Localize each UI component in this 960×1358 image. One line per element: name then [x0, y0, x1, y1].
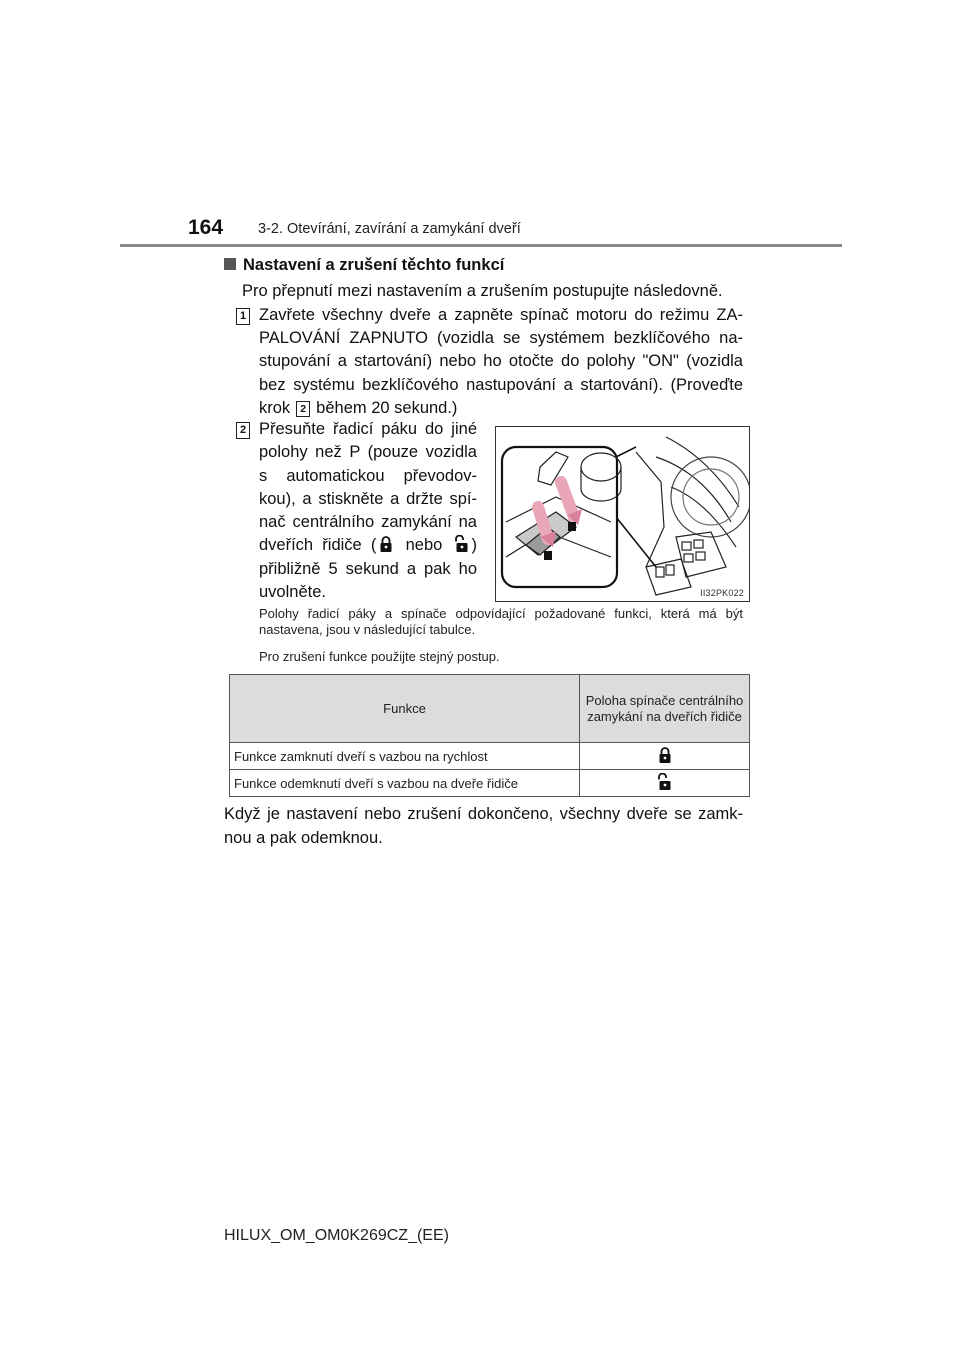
page-number: 164 — [188, 216, 224, 239]
table-cell-icon — [580, 770, 750, 797]
note-1: Polohy řadicí páky a spínače odpovídající požadované funkci, která má být nastavena, jsou v následující tabulce. — [259, 606, 743, 637]
table-row — [230, 743, 750, 770]
header-rule — [120, 244, 842, 247]
step-2-main: Přesuňte řadicí páku do jiné polohy než P (pouze vozidla s automatickou převodov-kou), a stiskněte a držte spí-nač centrálního zamykání na dveřích řidiče ( — [259, 420, 477, 555]
unlock-icon — [658, 773, 672, 791]
table-cell-function: Funkce odemknutí dveří s vazbou na dveře řidiče — [230, 770, 580, 797]
unlock-icon — [455, 535, 469, 553]
step-1-end: během 20 sekund.) — [316, 398, 458, 417]
step-number-1: 1 — [236, 308, 250, 325]
step-1-main: Zavřete všechny dveře a zapněte spínač motoru do režimu ZA-PALOVÁNÍ ZAPNUTO (vozidla se systémem bezklíčového na-stupování a startování) nebo ho otočte do polohy "ON" (vozidla bez systému bezklíčového nastupování a startování). (Proveďte krok — [259, 306, 743, 417]
step-1-text — [259, 304, 743, 420]
functions-table — [229, 674, 750, 797]
footer-doc-code: HILUX_OM_OM0K269CZ_(EE) — [224, 1227, 449, 1244]
step-2-end: ) přibližně 5 sekund a pak ho uvolněte. — [259, 536, 477, 602]
table-header-switch-position: Poloha spínače centrálního zamykání na dveřích řidiče — [580, 675, 750, 743]
section-title: 3-2. Otevírání, zavírání a zamykání dveří — [258, 221, 521, 237]
table-row — [230, 770, 750, 797]
step-number-2: 2 — [236, 422, 250, 439]
subsection-heading — [224, 256, 504, 275]
step-reference: 2 — [296, 401, 310, 417]
table-header-function: Funkce — [230, 675, 580, 743]
table-cell-icon — [580, 743, 750, 770]
conclusion-text: Když je nastavení nebo zrušení dokončeno, všechny dveře se zamk-nou a pak odemknou. — [224, 805, 743, 847]
figure-code: II32PK022 — [700, 588, 744, 598]
step-2-text — [259, 418, 477, 604]
step-2-or: nebo — [405, 536, 443, 555]
heading-text: Nastavení a zrušení těchto funkcí — [243, 256, 505, 274]
lock-icon — [658, 746, 672, 764]
door-switch-illustration — [495, 426, 750, 602]
intro-text: Pro přepnutí mezi nastavením a zrušením postupujte následovně. — [242, 282, 723, 300]
lock-icon — [379, 535, 393, 553]
table-header-row — [230, 675, 750, 743]
illustration-drawing — [496, 427, 749, 601]
table-cell-function: Funkce zamknutí dveří s vazbou na rychlost — [230, 743, 580, 770]
heading-square-icon — [224, 258, 236, 270]
note-2: Pro zrušení funkce použijte stejný postup. — [259, 649, 500, 664]
